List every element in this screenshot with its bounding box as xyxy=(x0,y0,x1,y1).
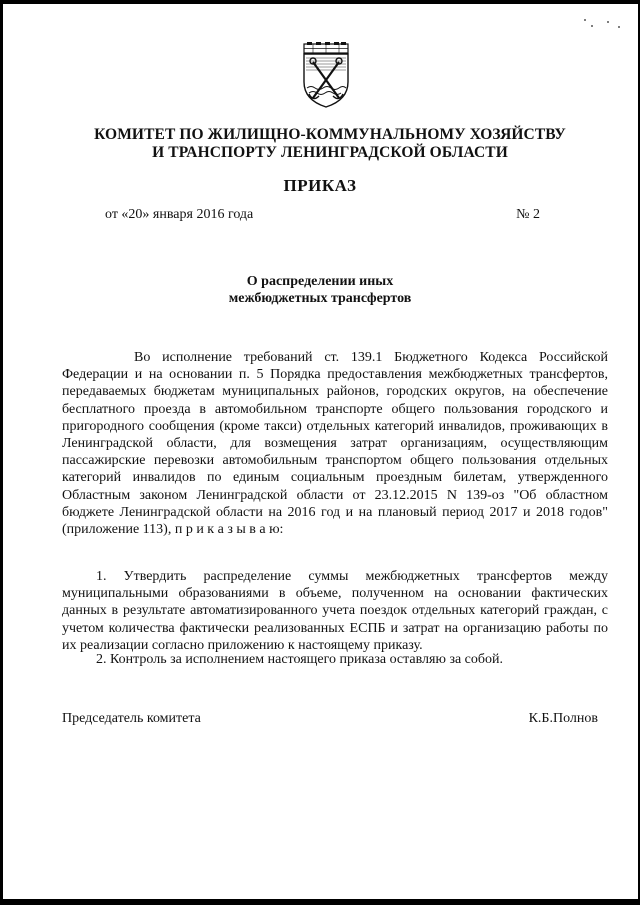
document-type: ПРИКАЗ xyxy=(283,176,357,195)
subject-line-1: О распределении иных xyxy=(246,274,394,289)
order-item-2: 2. Контроль за исполнением настоящего приказа оставляю за собой. xyxy=(96,652,504,667)
document-subject xyxy=(0,273,640,307)
signatory-title: Председатель комитета xyxy=(62,711,201,726)
document-number: № 2 xyxy=(516,207,540,222)
scan-edge-left xyxy=(0,0,3,905)
signatory-name: К.Б.Полнов xyxy=(528,711,598,726)
organization-line-2: И ТРАНСПОРТУ ЛЕНИНГРАДСКОЙ ОБЛАСТИ xyxy=(152,144,508,161)
order-item-1: 1. Утвердить распределение суммы межбюджетных трансфертов между муниципальными образованиями в объеме, полученном на основании фактических данных в результате автоматизированного учета поездок отдельных категорий граждан, с учетом количества фактически реализованных ЕСПБ и затрат на организацию работы по их реализации согласно приложению к настоящему приказу. xyxy=(62,569,608,653)
scan-specks xyxy=(582,16,622,30)
organization-line-1: КОМИТЕТ ПО ЖИЛИЩНО-КОММУНАЛЬНОМУ ХОЗЯЙСТВУ xyxy=(94,126,566,143)
coat-of-arms-icon xyxy=(301,42,351,108)
subject-line-2: межбюджетных трансфертов xyxy=(228,291,412,306)
organization-name xyxy=(60,126,600,162)
scan-edge-top xyxy=(0,0,640,4)
preamble-paragraph: Во исполнение требований ст. 139.1 Бюджетного Кодекса Российской Федерации и на основании п. 5 Порядка предоставления межбюджетных трансфертов, передаваемых бюджетам муниципальных районов, городских округов, на обеспечение бесплатного проезда в автомобильном транспорте общего пользования городского и пригородного сообщения (кроме такси) отдельных категорий инвалидов, проживающих в Ленинградской области, для возмещения затрат организациям, осуществляющим пассажирские перевозки автомобильным транспортом общего пользования отдельных категорий инвалидов по единым социальным проездным билетам, утвержденного Областным законом Ленинградской области от 23.12.2015 N 139-оз "Об областном бюджете Ленинградской области на 2016 год и на плановый период 2017 и 2018 годов" (приложение 113), п р и к а з ы в а ю: xyxy=(62,350,608,538)
document-date: от «20» января 2016 года xyxy=(105,207,254,222)
scan-edge-bottom xyxy=(0,899,640,905)
